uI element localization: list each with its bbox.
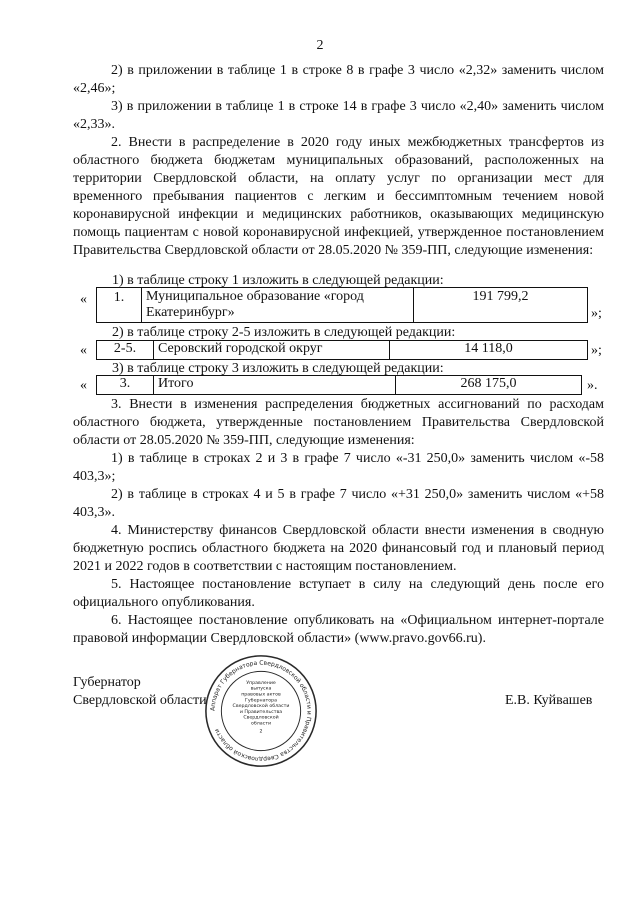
row-number: 3. [119,376,131,391]
seal-line: 2 [259,729,263,735]
seal-ring-text: Аппарат Губернатора Свердловской области и Правительства Свердловской области [209,659,313,763]
item-2-paragraph: 2) в приложении в таблице 1 в строке 8 в графе 3 число «2,32» заменить числом «2,46»; [73,63,604,96]
section-2-paragraph: 2. Внести в распределение в 2020 году иных межбюджетных трансфертов из областного бюджета бюджетам муниципальных образований, расположенных на территории Свердловской области, на оплату услуг по организации мест для временного пребывания пациентов с легким и бессимптомным течением новой коронавирусной инфекции и медицинских работников, оказывающих медицинскую помощь пациентам с новой коронавирусной инфекцией, утвержденное постановлением Правительства Свердловской области от 28.05.2020 № 359-ПП, следующие изменения: [73,135,604,258]
seal-line: правовых актов [241,692,281,698]
quote-close-2: »; [591,343,602,358]
seal-line: и Правительства [239,709,283,715]
section-6-paragraph: 6. Настоящее постановление опубликовать на «Официальном интернет-портале правовой информации Свердловской области» (www.pravo.gov66.ru). [73,613,604,646]
section-5-paragraph: 5. Настоящее постановление вступает в силу на следующий день после его официального опубликования. [73,577,604,610]
row-value: 191 799,2 [413,288,587,322]
row-value: 14 118,0 [389,341,587,359]
table-row-1 [96,287,588,323]
quote-close-1: »; [591,306,602,321]
sub-item-2: 2) в таблице строку 2-5 изложить в следующей редакции: [112,325,456,340]
section-4-paragraph: 4. Министерству финансов Свердловской области внести изменения в сводную бюджетную роспись областного бюджета на 2020 финансовый год и плановый период 2021 и 2022 годов в соответствии с настоящим постановлением. [73,523,604,574]
row-name: Серовский городской округ [153,341,389,359]
official-seal-stamp [203,653,319,769]
table-row-2 [96,340,588,360]
sub-item-3: 3) в таблице строку 3 изложить в следующей редакции: [112,361,444,376]
quote-close-3: ». [587,378,598,393]
row-name: Муниципальное образование «город Екатеринбург» [141,288,413,322]
table-row-3 [96,375,582,395]
page-number: 2 [316,38,324,53]
section-3-item-1: 1) в таблице в строках 2 и 3 в графе 7 число «-31 250,0» заменить числом «-58 403,3»; [73,451,604,484]
row-name: Итого [153,376,395,394]
signatory-title-line-1: Губернатор [73,675,141,690]
seal-line: Губернатора [245,698,277,704]
quote-open-1: « [80,292,87,307]
item-3-paragraph: 3) в приложении в таблице 1 в строке 14 в графе 3 число «2,40» заменить числом «2,33». [73,99,604,132]
quote-open-2: « [80,343,87,358]
seal-line: Свердловской области [232,704,290,710]
seal-line: Управление [246,680,276,686]
signatory-name: Е.В. Куйвашев [505,693,593,708]
seal-line: области [250,721,272,727]
row-number: 1. [113,290,125,305]
seal-line: выпуска [250,686,272,692]
row-number: 2-5. [113,341,137,356]
section-3-item-2: 2) в таблице в строках 4 и 5 в графе 7 число «+31 250,0» заменить числом «+58 403,3». [73,487,604,520]
row-value: 268 175,0 [395,376,581,394]
quote-open-3: « [80,378,87,393]
seal-line: Свердловской [243,715,279,721]
sub-item-1: 1) в таблице строку 1 изложить в следующей редакции: [112,273,444,288]
signatory-title-line-2: Свердловской области [73,693,207,708]
section-3-paragraph: 3. Внести в изменения распределения бюджетных ассигнований по расходам областного бюджета, утвержденные постановлением Правительства Свердловской области от 28.05.2020 № 359-ПП, следующие изменения: [73,397,604,448]
